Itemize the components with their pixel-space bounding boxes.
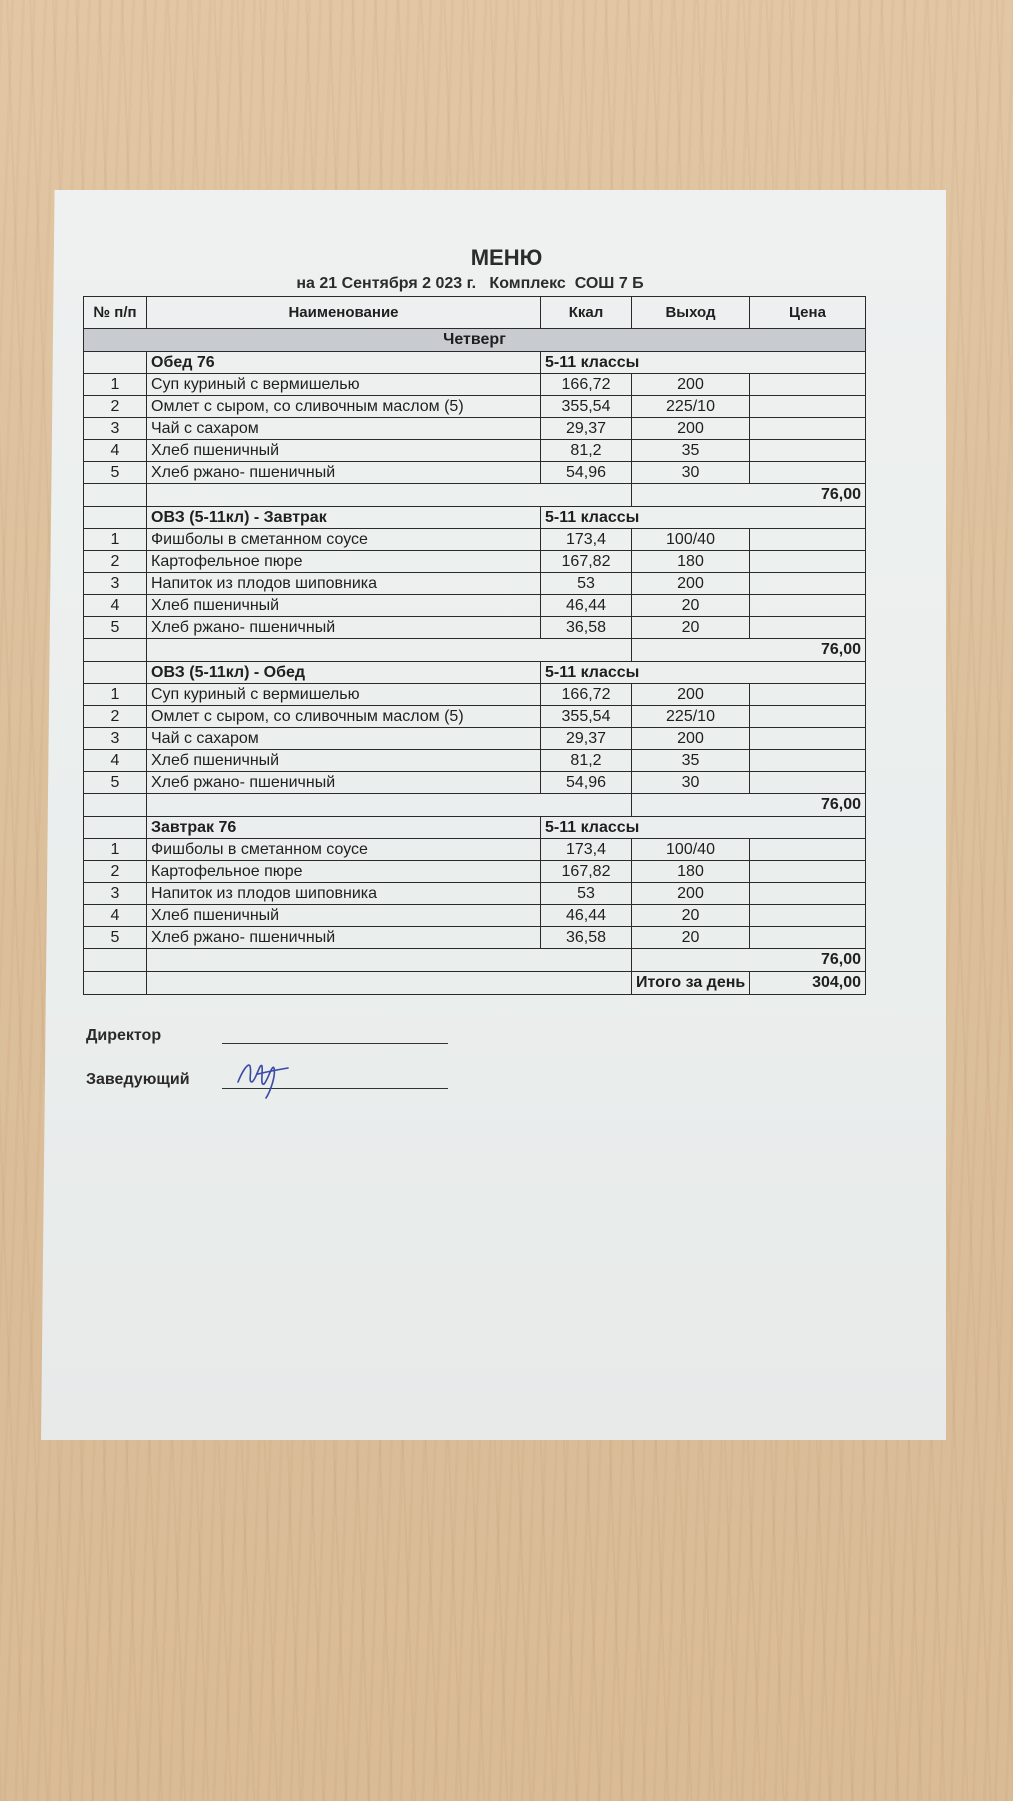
table-row <box>84 573 866 595</box>
section-classes: 5-11 классы <box>541 352 866 374</box>
item-kcal: 166,72 <box>541 684 632 706</box>
item-name: Чай с сахаром <box>147 418 541 440</box>
item-output: 30 <box>632 772 750 794</box>
item-price <box>750 772 866 794</box>
section-total: 76,00 <box>632 484 866 507</box>
item-num: 5 <box>84 927 147 949</box>
header-price: Цена <box>750 297 866 329</box>
table-row <box>84 374 866 396</box>
handwritten-signature-icon <box>232 1052 292 1102</box>
section-title: Завтрак 76 <box>147 817 541 839</box>
item-output: 35 <box>632 440 750 462</box>
total-name-empty <box>147 484 632 507</box>
table-row <box>84 905 866 927</box>
item-price <box>750 573 866 595</box>
section-num-empty <box>84 662 147 684</box>
table-row <box>84 595 866 617</box>
item-name: Хлеб ржано- пшеничный <box>147 462 541 484</box>
total-num-empty <box>84 949 147 972</box>
item-output: 20 <box>632 617 750 639</box>
section-title: ОВЗ (5-11кл) - Обед <box>147 662 541 684</box>
day-total-num-empty <box>84 972 147 995</box>
item-price <box>750 883 866 905</box>
table-row <box>84 883 866 905</box>
item-num: 5 <box>84 772 147 794</box>
table-row <box>84 551 866 573</box>
section-total: 76,00 <box>632 639 866 662</box>
section-total-row <box>84 949 866 972</box>
section-classes: 5-11 классы <box>541 662 866 684</box>
item-kcal: 36,58 <box>541 617 632 639</box>
total-num-empty <box>84 794 147 817</box>
item-num: 3 <box>84 573 147 595</box>
section-header-row <box>84 662 866 684</box>
table-row <box>84 772 866 794</box>
item-num: 4 <box>84 595 147 617</box>
item-output: 200 <box>632 684 750 706</box>
item-name: Омлет с сыром, со сливочным маслом (5) <box>147 706 541 728</box>
item-num: 5 <box>84 617 147 639</box>
item-output: 225/10 <box>632 396 750 418</box>
manager-label: Заведующий <box>86 1071 190 1088</box>
item-name: Картофельное пюре <box>147 861 541 883</box>
header-name: Наименование <box>147 297 541 329</box>
item-num: 1 <box>84 374 147 396</box>
item-price <box>750 551 866 573</box>
header-num: № п/п <box>84 297 147 329</box>
total-name-empty <box>147 949 632 972</box>
item-name: Омлет с сыром, со сливочным маслом (5) <box>147 396 541 418</box>
item-output: 20 <box>632 927 750 949</box>
item-name: Хлеб ржано- пшеничный <box>147 772 541 794</box>
item-name: Хлеб пшеничный <box>147 595 541 617</box>
item-kcal: 81,2 <box>541 750 632 772</box>
table-row <box>84 750 866 772</box>
item-kcal: 167,82 <box>541 551 632 573</box>
header-kcal: Ккал <box>541 297 632 329</box>
item-kcal: 54,96 <box>541 772 632 794</box>
item-kcal: 29,37 <box>541 418 632 440</box>
item-kcal: 355,54 <box>541 396 632 418</box>
section-total-row <box>84 639 866 662</box>
section-num-empty <box>84 352 147 374</box>
item-output: 20 <box>632 905 750 927</box>
item-kcal: 173,4 <box>541 839 632 861</box>
item-num: 4 <box>84 750 147 772</box>
item-price <box>750 529 866 551</box>
section-classes: 5-11 классы <box>541 507 866 529</box>
item-name: Фишболы в сметанном соусе <box>147 839 541 861</box>
document-subtitle: на 21 Сентября 2 023 г. Комплекс СОШ 7 Б <box>296 275 644 292</box>
item-output: 100/40 <box>632 529 750 551</box>
day-total-name-empty <box>147 972 632 995</box>
section-num-empty <box>84 507 147 529</box>
item-price <box>750 861 866 883</box>
item-kcal: 53 <box>541 883 632 905</box>
item-name: Хлеб ржано- пшеничный <box>147 617 541 639</box>
item-kcal: 167,82 <box>541 861 632 883</box>
item-price <box>750 440 866 462</box>
item-name: Картофельное пюре <box>147 551 541 573</box>
item-price <box>750 617 866 639</box>
item-num: 1 <box>84 684 147 706</box>
total-name-empty <box>147 794 632 817</box>
section-title: ОВЗ (5-11кл) - Завтрак <box>147 507 541 529</box>
total-num-empty <box>84 484 147 507</box>
section-title: Обед 76 <box>147 352 541 374</box>
item-output: 200 <box>632 573 750 595</box>
total-name-empty <box>147 639 632 662</box>
item-kcal: 46,44 <box>541 905 632 927</box>
item-kcal: 36,58 <box>541 927 632 949</box>
item-num: 4 <box>84 440 147 462</box>
item-price <box>750 595 866 617</box>
item-kcal: 355,54 <box>541 706 632 728</box>
table-row <box>84 418 866 440</box>
item-name: Хлеб пшеничный <box>147 440 541 462</box>
item-output: 20 <box>632 595 750 617</box>
item-price <box>750 905 866 927</box>
item-num: 2 <box>84 396 147 418</box>
item-kcal: 173,4 <box>541 529 632 551</box>
table-row <box>84 927 866 949</box>
item-num: 4 <box>84 905 147 927</box>
table-row <box>84 728 866 750</box>
item-kcal: 54,96 <box>541 462 632 484</box>
item-num: 3 <box>84 728 147 750</box>
item-kcal: 29,37 <box>541 728 632 750</box>
header-output: Выход <box>632 297 750 329</box>
item-num: 2 <box>84 706 147 728</box>
item-kcal: 166,72 <box>541 374 632 396</box>
item-kcal: 53 <box>541 573 632 595</box>
document-title: МЕНЮ <box>470 245 543 270</box>
table-row <box>84 684 866 706</box>
item-name: Хлеб пшеничный <box>147 905 541 927</box>
item-num: 3 <box>84 418 147 440</box>
menu-table <box>83 296 866 995</box>
menu-body <box>84 329 866 995</box>
item-output: 180 <box>632 551 750 573</box>
item-num: 2 <box>84 861 147 883</box>
table-row <box>84 617 866 639</box>
item-output: 30 <box>632 462 750 484</box>
item-name: Хлеб ржано- пшеничный <box>147 927 541 949</box>
header-row <box>84 297 866 329</box>
item-price <box>750 462 866 484</box>
day-total-row <box>84 972 866 995</box>
item-kcal: 46,44 <box>541 595 632 617</box>
item-output: 180 <box>632 861 750 883</box>
item-output: 225/10 <box>632 706 750 728</box>
table-row <box>84 839 866 861</box>
item-price <box>750 728 866 750</box>
table-row <box>84 529 866 551</box>
director-signature-line <box>222 1043 448 1044</box>
item-price <box>750 706 866 728</box>
table-row <box>84 706 866 728</box>
item-name: Напиток из плодов шиповника <box>147 573 541 595</box>
section-total-row <box>84 484 866 507</box>
item-num: 3 <box>84 883 147 905</box>
director-label: Директор <box>86 1027 162 1044</box>
section-total-row <box>84 794 866 817</box>
item-output: 200 <box>632 374 750 396</box>
day-label: Четверг <box>84 329 866 352</box>
section-classes: 5-11 классы <box>541 817 866 839</box>
item-price <box>750 927 866 949</box>
day-total-label: Итого за день <box>632 972 750 995</box>
item-kcal: 81,2 <box>541 440 632 462</box>
item-name: Чай с сахаром <box>147 728 541 750</box>
item-price <box>750 418 866 440</box>
section-header-row <box>84 817 866 839</box>
section-total: 76,00 <box>632 794 866 817</box>
total-num-empty <box>84 639 147 662</box>
section-total: 76,00 <box>632 949 866 972</box>
item-name: Хлеб пшеничный <box>147 750 541 772</box>
item-name: Напиток из плодов шиповника <box>147 883 541 905</box>
item-output: 200 <box>632 883 750 905</box>
table-row <box>84 462 866 484</box>
item-num: 1 <box>84 839 147 861</box>
item-output: 100/40 <box>632 839 750 861</box>
section-header-row <box>84 352 866 374</box>
section-num-empty <box>84 817 147 839</box>
table-row <box>84 396 866 418</box>
table-row <box>84 861 866 883</box>
item-price <box>750 750 866 772</box>
item-output: 200 <box>632 728 750 750</box>
item-price <box>750 396 866 418</box>
item-name: Фишболы в сметанном соусе <box>147 529 541 551</box>
item-output: 35 <box>632 750 750 772</box>
item-num: 5 <box>84 462 147 484</box>
day-row <box>84 329 866 352</box>
item-name: Суп куриный с вермишелью <box>147 684 541 706</box>
item-num: 1 <box>84 529 147 551</box>
section-header-row <box>84 507 866 529</box>
item-price <box>750 374 866 396</box>
item-num: 2 <box>84 551 147 573</box>
table-row <box>84 440 866 462</box>
item-price <box>750 684 866 706</box>
item-name: Суп куриный с вермишелью <box>147 374 541 396</box>
item-price <box>750 839 866 861</box>
item-output: 200 <box>632 418 750 440</box>
day-total-value: 304,00 <box>750 972 866 995</box>
